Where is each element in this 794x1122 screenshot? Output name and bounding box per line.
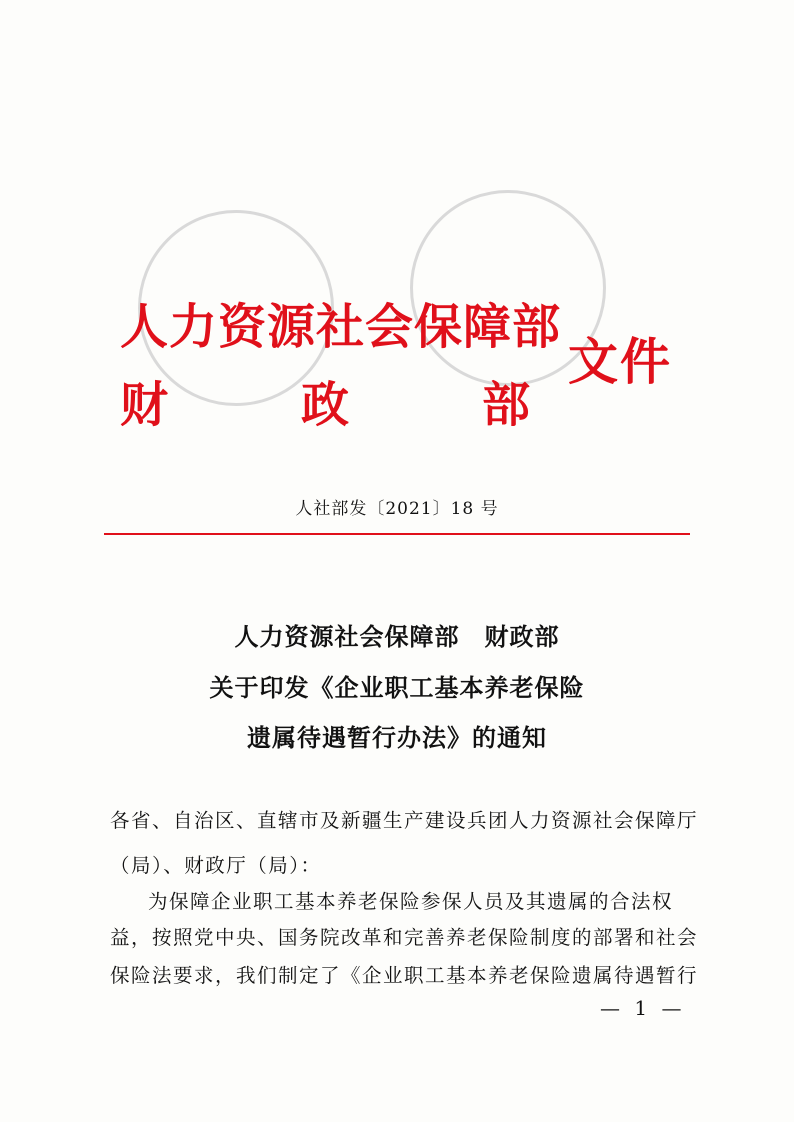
- body-line-1: 各省、自治区、直辖市及新疆生产建设兵团人力资源社会保障厅: [110, 809, 699, 832]
- file-word: 文件: [568, 333, 672, 391]
- body-line-5: 保险法要求，我们制定了《企业职工基本养老保险遗属待遇暂行: [110, 964, 699, 987]
- agency-line-2-char-3: 部: [481, 377, 530, 433]
- body-line-3: 为保障企业职工基本养老保险参保人员及其遗属的合法权: [148, 890, 674, 913]
- document-number: 人社部发〔2021〕18 号: [295, 499, 499, 519]
- body-line-2: （局）、财政厅（局）：: [110, 854, 322, 877]
- agency-line-2: [120, 366, 530, 435]
- agency-line-1: 人力资源社会保障部: [120, 299, 562, 355]
- agency-line-2-char-2: 政: [300, 377, 349, 433]
- agency-line-2-char-1: 财: [120, 377, 169, 433]
- title-line-2: 关于印发《企业职工基本养老保险: [209, 674, 585, 702]
- title-line-1: 人力资源社会保障部 财政部: [234, 623, 560, 651]
- title-line-3: 遗属待遇暂行办法》的通知: [247, 724, 547, 752]
- body-line-4: 益，按照党中央、国务院改革和完善养老保险制度的部署和社会: [110, 926, 699, 949]
- red-separator-line: [104, 533, 690, 535]
- page-number: — 1 —: [600, 996, 686, 1020]
